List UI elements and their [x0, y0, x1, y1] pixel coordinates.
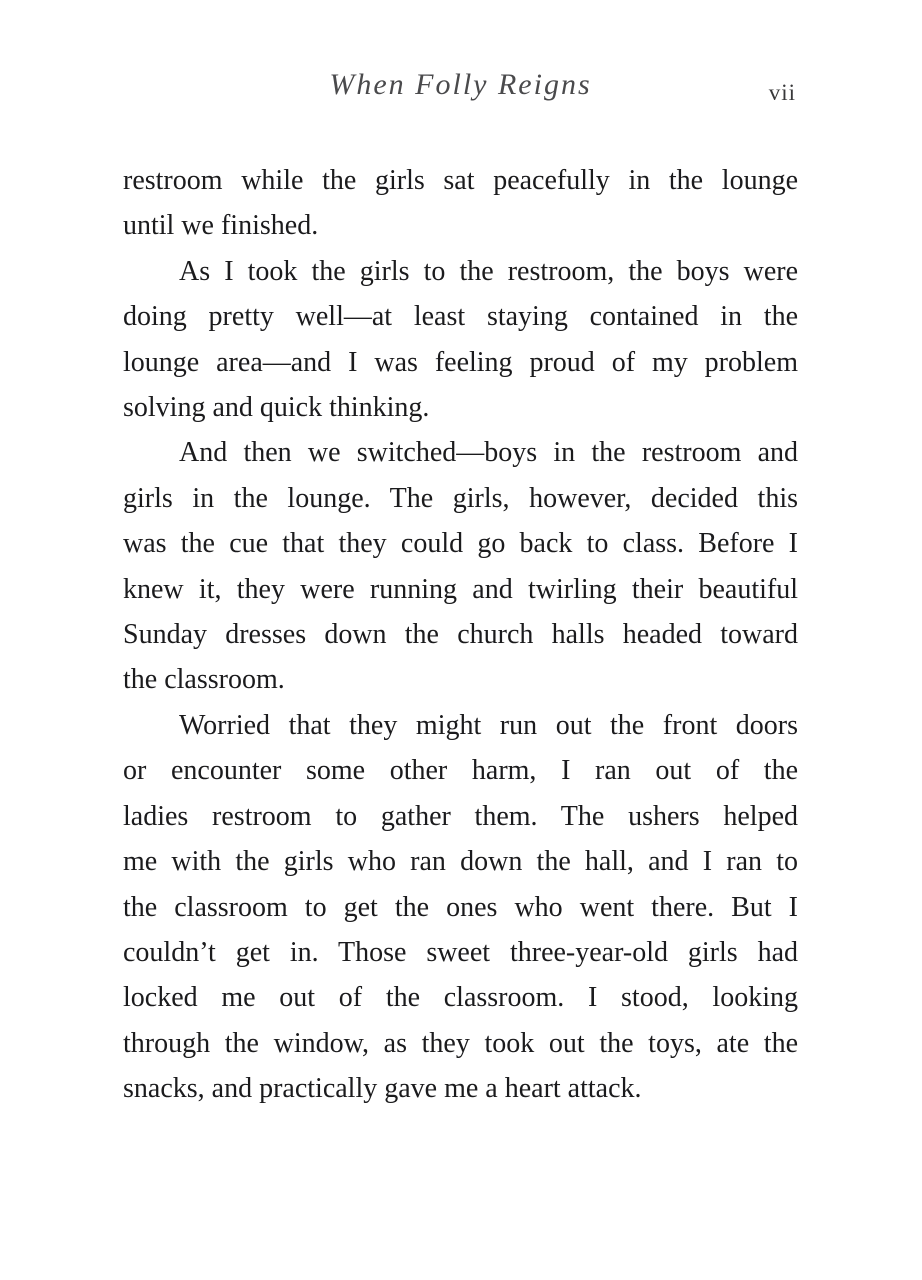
paragraph	[123, 158, 798, 249]
text-line: Sunday dresses down the church halls headed toward	[123, 619, 798, 651]
text-line: knew it, they were running and twirling their beautiful	[123, 573, 798, 605]
text-line: restroom while the girls sat peacefully in the lounge	[123, 165, 798, 196]
text-line: me with the girls who ran down the hall, and I ran to	[123, 846, 798, 878]
text-line: the classroom to get the ones who went there. But I	[123, 891, 798, 923]
text-line: the classroom.	[123, 664, 285, 696]
text-line: Worried that they might run out the front doors	[179, 709, 798, 741]
text-line: girls in the lounge. The girls, however, decided this	[123, 482, 798, 514]
text-line: solving and quick thinking.	[123, 392, 430, 424]
text-line: or encounter some other harm, I ran out of the	[123, 755, 798, 787]
paragraph	[123, 430, 798, 702]
text-line: ladies restroom to gather them. The ushers helped	[123, 800, 798, 832]
text-line: doing pretty well—at least staying contained in the	[123, 301, 798, 333]
running-head: When Folly Reigns	[329, 68, 592, 101]
text-line: snacks, and practically gave me a heart attack.	[123, 1073, 642, 1105]
text-line: And then we switched—boys in the restroom and	[179, 437, 798, 469]
page-body	[123, 158, 798, 1112]
paragraph	[123, 703, 798, 1112]
text-line: As I took the girls to the restroom, the boys were	[179, 255, 798, 287]
text-line: through the window, as they took out the toys, ate the	[123, 1027, 798, 1059]
paragraph	[123, 249, 798, 431]
page-number: vii	[768, 80, 796, 105]
page-header	[123, 68, 798, 105]
text-line: lounge area—and I was feeling proud of my problem	[123, 346, 798, 378]
text-line: couldn’t get in. Those sweet three-year-old girls had	[123, 936, 798, 968]
text-line: until we finished.	[123, 210, 319, 242]
text-line: was the cue that they could go back to class. Before I	[123, 528, 798, 560]
text-line: locked me out of the classroom. I stood, looking	[123, 982, 798, 1014]
